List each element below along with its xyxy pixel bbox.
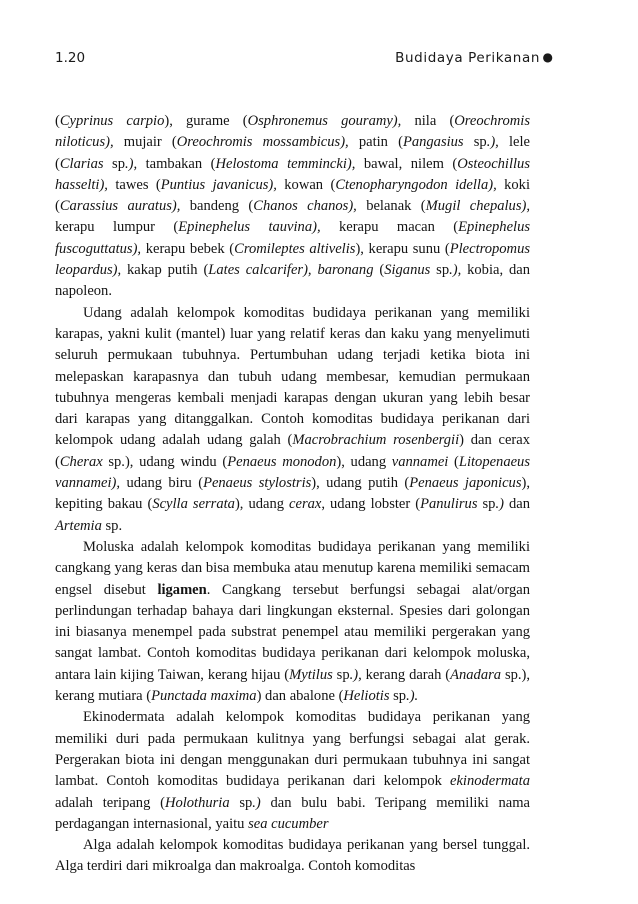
text-run: Alga adalah kelompok komoditas budidaya perikanan yang bersel tunggal. Alga terdiri dari mikroalga dan makroalga. Contoh komoditas [55, 837, 530, 875]
italic-text: Cyprinus carpio [59, 113, 165, 129]
italic-text: .). [406, 688, 419, 705]
text-run: dan bulu babi. Teripang memiliki nama perdagangan internasional, yaitu [55, 794, 530, 832]
text-run: kerapu lumpur ( [55, 219, 179, 236]
text-run: udang biru ( [120, 475, 204, 492]
italic-text: Oreochromis mossambicus), [176, 134, 349, 151]
text-run: Ekinodermata adalah kelompok komoditas budidaya perikanan yang memiliki duri pada permukaan kulitnya yang berfungsi sebagai alat gerak. Pergerakan biota ini dengan menggunakan duri permukaan tubuhnya ini sangat lambat. Contoh komoditas budidaya perikanan dari kelompok [55, 709, 530, 790]
italic-text: Penaeus japonicus [409, 475, 522, 492]
italic-text: Mytilus [289, 666, 333, 683]
italic-text: Penaeus stylostris [203, 475, 312, 492]
italic-text: Holothuria [164, 794, 230, 811]
italic-text: Chanos chanos), [253, 198, 357, 215]
italic-text: .), [449, 262, 462, 279]
italic-text: Mugil chepalus), [425, 198, 530, 215]
italic-text: Siganus [384, 262, 431, 279]
italic-text: .), [486, 134, 499, 151]
text-run: tawes ( [107, 176, 161, 193]
text-run: kerapu bebek ( [141, 240, 235, 257]
italic-text: Penaeus monodon [227, 453, 337, 470]
text-run: kerapu macan ( [320, 219, 459, 236]
text-run: mujair ( [113, 134, 177, 151]
text-run: sp.), udang windu ( [102, 453, 228, 470]
italic-text: .) [252, 794, 261, 811]
italic-text: Scylla serrata [152, 496, 235, 513]
italic-text: Macrobrachium rosenbergii [292, 432, 460, 449]
text-run: Udang adalah kelompok komoditas budidaya perikanan yang memiliki karapas, yakni kulit (mantel) luar yang relatif keras dan kaku yang menyelimuti seluruh permukaan tubuhnya. Pertumbuhan udang terjadi ketika biota ini melepaskan karapasnya dan tubuh udang membesar, kemudian permukaan tubuhnya mengeras kembali menjadi karapas dengan ukuran yang lebih besar dari karapas yang ditanggalkan. Contoh komoditas budidaya perikanan dari kelompok udang adalah udang galah ( [55, 304, 530, 449]
text-run: ) dan cerax ( [55, 432, 530, 470]
text-run: dan [503, 496, 530, 513]
text-run: tambakan ( [137, 155, 216, 172]
italic-text: Artemia [55, 517, 102, 534]
italic-text: Helostoma temmincki), [215, 155, 356, 172]
text-run: ), kepiting bakau ( [55, 475, 530, 513]
italic-text: Ctenopharyngodon idella), [335, 176, 497, 193]
bold-text: ligamen [157, 581, 207, 598]
italic-text: cerax [289, 496, 322, 513]
text-run: ), udang putih ( [311, 475, 410, 492]
italic-text: ekinodermata [450, 773, 530, 790]
text-run: sp [229, 794, 253, 811]
page-header [55, 50, 553, 72]
text-run: nila ( [401, 113, 455, 129]
text-run: ), udang [336, 453, 392, 470]
text-run: sp [332, 666, 350, 683]
text-run: ), gurame ( [164, 113, 248, 129]
text-run: sp [430, 262, 450, 279]
italic-text: Panulirus [420, 496, 478, 513]
text-run: kakap putih ( [121, 262, 209, 279]
italic-text: Puntius javanicus), [160, 176, 277, 193]
text-run: ( [448, 453, 459, 470]
paragraph [55, 111, 530, 303]
paragraph [55, 835, 530, 878]
text-run: ) dan abalone ( [256, 688, 344, 705]
text-run: ( [373, 262, 385, 279]
italic-text: .), [349, 666, 362, 683]
text-run: ), kerapu sunu ( [355, 240, 450, 257]
italic-text: Cromileptes altivelis [234, 240, 356, 257]
text-run: kerang darah ( [361, 666, 451, 683]
text-run: belanak ( [356, 198, 426, 215]
italic-text: Cherax [59, 453, 103, 470]
text-run: sp [389, 688, 407, 705]
text-run: sp [463, 134, 487, 151]
bullet-icon: ● [542, 50, 553, 64]
text-run: bandeng ( [180, 198, 254, 215]
italic-text: .), [124, 155, 138, 172]
italic-text: sea cucumber [248, 815, 329, 832]
text-run: lele ( [55, 134, 530, 172]
paragraph [55, 707, 530, 835]
italic-text: Oreochromis niloticus), [55, 113, 530, 151]
text-run: , udang lobster ( [321, 496, 421, 513]
italic-text: .) [495, 496, 504, 513]
text-run: sp [103, 155, 125, 172]
italic-text: Plectropomus leopardus), [55, 240, 530, 279]
italic-text: Heliotis [343, 688, 390, 705]
text-run: koki ( [55, 176, 530, 215]
text-run: ( [55, 113, 60, 129]
italic-text: Lates calcarifer), baronang [208, 262, 374, 279]
text-run: sp [477, 496, 496, 513]
paragraph [55, 303, 530, 537]
text-run: sp. [101, 517, 123, 534]
text-run: bawal, nilem ( [355, 155, 458, 172]
text-run: patin ( [348, 134, 403, 151]
italic-text: Clarias [59, 155, 104, 172]
book-title: Budidaya Perikanan [395, 50, 540, 66]
text-run: adalah teripang ( [55, 794, 165, 811]
italic-text: vannamei [391, 453, 449, 470]
italic-text: Punctada maxima [151, 688, 257, 705]
italic-text: Litopenaeus vannamei), [55, 453, 530, 492]
text-run: sp.), kerang mutiara ( [55, 666, 530, 705]
italic-text: Osphronemus gouramy), [247, 113, 402, 129]
paragraph [55, 537, 530, 707]
italic-text: Epinephelus fuscoguttatus), [55, 219, 531, 257]
italic-text: Anadara [450, 666, 502, 683]
text-run: Moluska adalah kelompok komoditas budidaya perikanan yang memiliki cangkang yang keras dan bisa membuka atau menutup karena memiliki semacam engsel disebut [55, 538, 530, 598]
text-run: . Cangkang tersebut berfungsi sebagai alat/organ perlindungan terhadap bahaya dari lingkungan eksternal. Spesies dari golongan ini biasanya menempel pada substrat penempel atau memiliki pergerakan yang sangat lambat. Contoh komoditas budidaya perikanan dari kelompok moluska, antara lain kijing Taiwan, kerang hijau ( [55, 581, 530, 683]
italic-text: Osteochillus hasselti), [55, 155, 530, 193]
italic-text: Carassius auratus), [59, 198, 181, 215]
text-run: ), udang [234, 496, 290, 513]
body-text [55, 111, 530, 878]
italic-text: Epinephelus tauvina), [178, 219, 321, 236]
page-number: 1.20 [55, 50, 86, 66]
text-run: kowan ( [276, 176, 336, 193]
text-run: kobia, dan napoleon. [55, 262, 530, 300]
italic-text: Pangasius [402, 134, 464, 151]
